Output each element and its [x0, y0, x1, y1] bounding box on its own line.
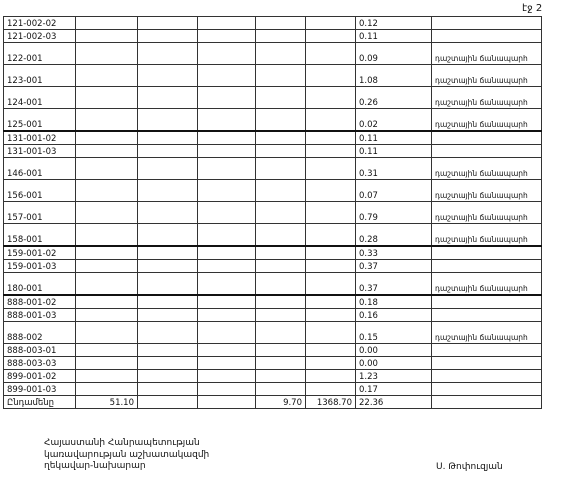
row-col4-cell — [256, 145, 306, 158]
row-col2-cell — [138, 65, 198, 87]
row-area-cell: 0.26 — [356, 87, 432, 109]
row-col2-cell — [138, 383, 198, 396]
row-note-cell — [432, 145, 542, 158]
row-col5-cell — [306, 370, 356, 383]
row-col3-cell — [198, 295, 256, 309]
table-row — [4, 224, 542, 247]
row-col2-cell — [138, 295, 198, 309]
row-id-cell: 899-001-03 — [4, 383, 76, 396]
row-note-cell — [432, 344, 542, 357]
row-area-cell: 0.17 — [356, 383, 432, 396]
row-note-cell: դաշտային ճանապարհ — [432, 202, 542, 224]
row-col1-cell — [76, 109, 138, 132]
row-note-cell: դաշտային ճանապարհ — [432, 224, 542, 247]
row-note-cell — [432, 246, 542, 260]
row-col1-cell — [76, 145, 138, 158]
row-col5-cell — [306, 273, 356, 296]
row-col4-cell — [256, 357, 306, 370]
row-col3-cell — [198, 273, 256, 296]
row-col2-cell — [138, 309, 198, 322]
row-area-cell: 1.23 — [356, 370, 432, 383]
row-col3-cell — [198, 309, 256, 322]
table-row — [4, 370, 542, 383]
row-note-cell: դաշտային ճանապարհ — [432, 43, 542, 65]
row-col3-cell — [198, 202, 256, 224]
row-col4-cell — [256, 370, 306, 383]
row-col5-cell — [306, 109, 356, 132]
row-col4-cell — [256, 309, 306, 322]
row-col3-cell — [198, 109, 256, 132]
row-col3-cell — [198, 344, 256, 357]
row-col1-cell — [76, 65, 138, 87]
row-col3-cell — [198, 158, 256, 180]
row-col5-cell: 1368.70 — [306, 396, 356, 409]
row-area-cell: 0.07 — [356, 180, 432, 202]
row-note-cell — [432, 295, 542, 309]
row-col3-cell — [198, 30, 256, 43]
row-note-cell — [432, 260, 542, 273]
row-id-cell: Ընդամենը — [4, 396, 76, 409]
table-row — [4, 145, 542, 158]
row-col5-cell — [306, 180, 356, 202]
row-col1-cell — [76, 273, 138, 296]
row-col3-cell — [198, 370, 256, 383]
table-row — [4, 109, 542, 132]
row-col5-cell — [306, 43, 356, 65]
row-col4-cell — [256, 224, 306, 247]
row-area-cell: 0.79 — [356, 202, 432, 224]
row-area-cell: 0.16 — [356, 309, 432, 322]
row-col4-cell — [256, 87, 306, 109]
row-area-cell: 0.28 — [356, 224, 432, 247]
row-id-cell: 159-001-03 — [4, 260, 76, 273]
row-id-cell: 131-001-02 — [4, 131, 76, 145]
row-col5-cell — [306, 224, 356, 247]
row-col2-cell — [138, 246, 198, 260]
row-note-cell: դաշտային ճանապարհ — [432, 273, 542, 296]
row-col4-cell — [256, 273, 306, 296]
table-row — [4, 260, 542, 273]
row-col2-cell — [138, 322, 198, 344]
table-row — [4, 43, 542, 65]
row-col5-cell — [306, 30, 356, 43]
table-row — [4, 17, 542, 30]
row-id-cell: 122-001 — [4, 43, 76, 65]
row-col4-cell — [256, 109, 306, 132]
row-id-cell: 180-001 — [4, 273, 76, 296]
row-id-cell: 888-003-01 — [4, 344, 76, 357]
row-col2-cell — [138, 145, 198, 158]
row-id-cell: 131-001-03 — [4, 145, 76, 158]
row-col5-cell — [306, 202, 356, 224]
row-col3-cell — [198, 383, 256, 396]
row-area-cell: 22.36 — [356, 396, 432, 409]
table-row — [4, 180, 542, 202]
row-note-cell: դաշտային ճանապարհ — [432, 158, 542, 180]
row-col1-cell — [76, 158, 138, 180]
row-note-cell — [432, 396, 542, 409]
row-note-cell: դաշտային ճանապարհ — [432, 322, 542, 344]
row-col3-cell — [198, 43, 256, 65]
row-col4-cell — [256, 344, 306, 357]
row-id-cell: 121-002-02 — [4, 17, 76, 30]
row-area-cell: 0.09 — [356, 43, 432, 65]
row-col1-cell — [76, 202, 138, 224]
row-col2-cell — [138, 109, 198, 132]
row-col5-cell — [306, 131, 356, 145]
row-area-cell: 0.11 — [356, 131, 432, 145]
row-note-cell: դաշտային ճանապարհ — [432, 65, 542, 87]
row-area-cell: 0.37 — [356, 260, 432, 273]
page-number: էջ 2 — [522, 3, 543, 14]
row-col4-cell — [256, 131, 306, 145]
row-col1-cell — [76, 357, 138, 370]
row-col2-cell — [138, 224, 198, 247]
row-col2-cell — [138, 396, 198, 409]
row-id-cell: 888-001-02 — [4, 295, 76, 309]
row-col3-cell — [198, 357, 256, 370]
row-id-cell: 888-003-03 — [4, 357, 76, 370]
row-area-cell: 0.11 — [356, 30, 432, 43]
row-id-cell: 159-001-02 — [4, 246, 76, 260]
row-col5-cell — [306, 87, 356, 109]
table-row — [4, 65, 542, 87]
row-col2-cell — [138, 180, 198, 202]
row-id-cell: 125-001 — [4, 109, 76, 132]
table-row — [4, 383, 542, 396]
row-col3-cell — [198, 246, 256, 260]
table-body — [4, 17, 542, 409]
footer-line-2: կառավարության աշխատակազմի — [44, 449, 210, 460]
row-note-cell — [432, 131, 542, 145]
row-note-cell — [432, 309, 542, 322]
row-col1-cell — [76, 370, 138, 383]
row-col4-cell — [256, 383, 306, 396]
row-area-cell: 0.33 — [356, 246, 432, 260]
row-col5-cell — [306, 65, 356, 87]
row-col3-cell — [198, 145, 256, 158]
row-col2-cell — [138, 202, 198, 224]
row-col4-cell — [256, 295, 306, 309]
row-col1-cell — [76, 224, 138, 247]
row-id-cell: 124-001 — [4, 87, 76, 109]
row-col2-cell — [138, 30, 198, 43]
row-col2-cell — [138, 344, 198, 357]
footer-line-1: Հայաստանի Հանրապետության — [44, 438, 200, 448]
row-col1-cell — [76, 322, 138, 344]
table-row — [4, 344, 542, 357]
table-row — [4, 246, 542, 260]
row-id-cell: 888-002 — [4, 322, 76, 344]
table-row — [4, 30, 542, 43]
row-note-cell — [432, 357, 542, 370]
row-col2-cell — [138, 273, 198, 296]
row-col4-cell — [256, 43, 306, 65]
row-col2-cell — [138, 158, 198, 180]
table-row — [4, 357, 542, 370]
row-col4-cell: 9.70 — [256, 396, 306, 409]
row-col1-cell — [76, 309, 138, 322]
row-col2-cell — [138, 87, 198, 109]
row-col1-cell — [76, 383, 138, 396]
row-area-cell: 0.12 — [356, 17, 432, 30]
row-id-cell: 157-001 — [4, 202, 76, 224]
row-col2-cell — [138, 17, 198, 30]
row-col1-cell — [76, 87, 138, 109]
row-area-cell: 0.31 — [356, 158, 432, 180]
row-col3-cell — [198, 224, 256, 247]
table-row — [4, 295, 542, 309]
row-col1-cell — [76, 30, 138, 43]
row-area-cell: 0.18 — [356, 295, 432, 309]
row-col1-cell — [76, 295, 138, 309]
table-row — [4, 322, 542, 344]
row-id-cell: 158-001 — [4, 224, 76, 247]
row-col5-cell — [306, 17, 356, 30]
row-area-cell: 0.00 — [356, 357, 432, 370]
row-col5-cell — [306, 295, 356, 309]
row-area-cell: 0.11 — [356, 145, 432, 158]
table-row — [4, 396, 542, 409]
table-row — [4, 202, 542, 224]
row-col3-cell — [198, 260, 256, 273]
row-col4-cell — [256, 158, 306, 180]
row-note-cell — [432, 17, 542, 30]
row-id-cell: 146-001 — [4, 158, 76, 180]
row-col5-cell — [306, 383, 356, 396]
row-note-cell — [432, 383, 542, 396]
row-col2-cell — [138, 370, 198, 383]
row-col5-cell — [306, 260, 356, 273]
row-area-cell: 0.00 — [356, 344, 432, 357]
row-col5-cell — [306, 158, 356, 180]
row-col1-cell — [76, 246, 138, 260]
row-col1-cell — [76, 17, 138, 30]
row-col1-cell — [76, 131, 138, 145]
row-col5-cell — [306, 344, 356, 357]
row-col4-cell — [256, 202, 306, 224]
row-note-cell — [432, 370, 542, 383]
row-col1-cell — [76, 344, 138, 357]
row-col4-cell — [256, 322, 306, 344]
row-id-cell: 899-001-02 — [4, 370, 76, 383]
table-row — [4, 158, 542, 180]
signature-name: Ս. Թոփուզյան — [436, 462, 503, 472]
row-col1-cell: 51.10 — [76, 396, 138, 409]
row-id-cell: 121-002-03 — [4, 30, 76, 43]
row-area-cell: 0.37 — [356, 273, 432, 296]
row-col3-cell — [198, 180, 256, 202]
row-col3-cell — [198, 87, 256, 109]
row-col5-cell — [306, 357, 356, 370]
row-col5-cell — [306, 309, 356, 322]
row-col2-cell — [138, 131, 198, 145]
row-col2-cell — [138, 357, 198, 370]
table-row — [4, 309, 542, 322]
row-id-cell: 888-001-03 — [4, 309, 76, 322]
footer-line-3: ղեկավար-նախարար — [44, 461, 146, 471]
row-id-cell: 123-001 — [4, 65, 76, 87]
row-col1-cell — [76, 43, 138, 65]
row-note-cell: դաշտային ճանապարհ — [432, 109, 542, 132]
row-col4-cell — [256, 260, 306, 273]
row-col5-cell — [306, 145, 356, 158]
row-note-cell: դաշտային ճանապարհ — [432, 87, 542, 109]
row-col2-cell — [138, 43, 198, 65]
row-area-cell: 1.08 — [356, 65, 432, 87]
row-col4-cell — [256, 246, 306, 260]
row-col3-cell — [198, 396, 256, 409]
row-col4-cell — [256, 17, 306, 30]
row-col5-cell — [306, 246, 356, 260]
row-col4-cell — [256, 30, 306, 43]
row-col1-cell — [76, 180, 138, 202]
table-row — [4, 273, 542, 296]
footer-block — [44, 438, 209, 473]
row-col4-cell — [256, 65, 306, 87]
row-col4-cell — [256, 180, 306, 202]
table-row — [4, 87, 542, 109]
row-col3-cell — [198, 322, 256, 344]
table-row — [4, 131, 542, 145]
row-id-cell: 156-001 — [4, 180, 76, 202]
row-col3-cell — [198, 131, 256, 145]
land-table — [3, 16, 542, 409]
row-col2-cell — [138, 260, 198, 273]
row-col3-cell — [198, 17, 256, 30]
row-area-cell: 0.15 — [356, 322, 432, 344]
row-area-cell: 0.02 — [356, 109, 432, 132]
row-col5-cell — [306, 322, 356, 344]
row-col3-cell — [198, 65, 256, 87]
row-col1-cell — [76, 260, 138, 273]
row-note-cell — [432, 30, 542, 43]
row-note-cell: դաշտային ճանապարհ — [432, 180, 542, 202]
